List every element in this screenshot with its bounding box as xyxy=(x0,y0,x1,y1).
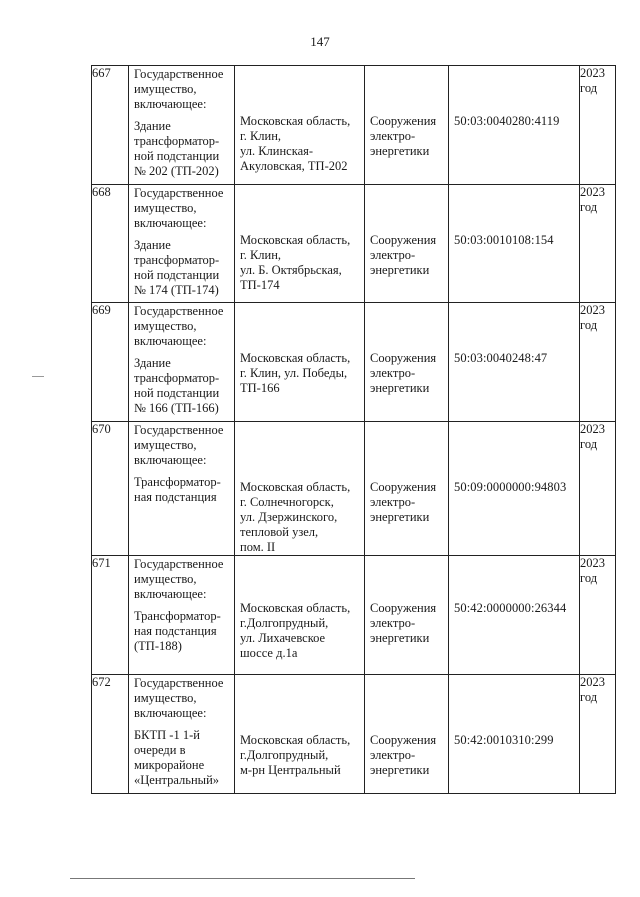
group-heading xyxy=(129,303,234,349)
text-line: Акуловская, ТП-202 xyxy=(240,159,348,173)
text-line: Сооружения xyxy=(370,733,437,747)
text-line: энергетики xyxy=(370,144,430,158)
cadastral-number: 50:03:0040280:4119 xyxy=(454,114,560,128)
text-line: Московская область, xyxy=(240,114,351,128)
address-cell xyxy=(235,66,365,185)
text-line: 2023 xyxy=(580,422,605,436)
cadastral-number: 50:03:0010108:154 xyxy=(454,233,554,247)
text-line: год xyxy=(580,571,598,585)
text-line: 2023 xyxy=(580,556,605,570)
cadastral-number-cell xyxy=(449,422,580,556)
text-line: включающее: xyxy=(134,706,207,720)
table-row xyxy=(92,675,616,794)
text-line: ул. Клинская- xyxy=(240,144,314,158)
object-name-cell xyxy=(129,675,235,794)
table-row xyxy=(92,185,616,303)
object-type-cell xyxy=(365,422,449,556)
object-type-cell xyxy=(365,303,449,422)
group-heading xyxy=(129,66,234,112)
cadastral-number: 50:03:0040248:47 xyxy=(454,351,548,365)
text-line: шоссе д.1а xyxy=(240,646,298,660)
text-line: ной подстанции xyxy=(134,386,220,400)
text-line: Государственное xyxy=(134,557,224,571)
text-line: ТП-166 xyxy=(240,381,280,395)
group-heading xyxy=(129,185,234,231)
text-line: БКТП -1 1-й xyxy=(134,728,200,742)
row-number: 672 xyxy=(92,675,129,794)
text-line: г. Клин, xyxy=(240,248,282,262)
text-line: (ТП-188) xyxy=(134,639,182,653)
text-line: имущество, xyxy=(134,82,197,96)
text-line: г.Долгопрудный, xyxy=(240,748,329,762)
year-cell xyxy=(580,303,616,422)
object-name xyxy=(129,721,234,788)
text-line: микрорайоне xyxy=(134,758,205,772)
text-line: № 202 (ТП-202) xyxy=(134,164,219,178)
object-name-cell xyxy=(129,303,235,422)
object-type-cell xyxy=(365,185,449,303)
text-line: трансформатор- xyxy=(134,134,220,148)
text-line: ул. Лихачевское xyxy=(240,631,326,645)
row-number: 671 xyxy=(92,556,129,675)
text-line: 2023 xyxy=(580,185,605,199)
text-line: Московская область, xyxy=(240,601,351,615)
text-line: Государственное xyxy=(134,67,224,81)
year-cell xyxy=(580,556,616,675)
text-line: ТП-174 xyxy=(240,278,280,292)
year-cell xyxy=(580,66,616,185)
page-number: 147 xyxy=(310,34,330,49)
cadastral-number-cell xyxy=(449,185,580,303)
text-line: «Центральный» xyxy=(134,773,220,787)
group-heading xyxy=(129,556,234,602)
text-line: Государственное xyxy=(134,304,224,318)
text-line: 2023 xyxy=(580,66,605,80)
margin-mark xyxy=(32,376,44,377)
text-line: ной подстанции xyxy=(134,149,220,163)
text-line: трансформатор- xyxy=(134,371,220,385)
text-line: пом. II xyxy=(240,540,276,554)
year-cell xyxy=(580,422,616,556)
text-line: включающее: xyxy=(134,334,207,348)
text-line: г. Клин, xyxy=(240,129,282,143)
text-line: год xyxy=(580,437,598,451)
text-line: Трансформатор- xyxy=(134,609,221,623)
text-line: ная подстанция xyxy=(134,624,217,638)
text-line: м-рн Центральный xyxy=(240,763,341,777)
text-line: ная подстанция xyxy=(134,490,217,504)
group-heading xyxy=(129,422,234,468)
text-line: Государственное xyxy=(134,423,224,437)
cadastral-number-cell xyxy=(449,66,580,185)
text-line: год xyxy=(580,690,598,704)
text-line: имущество, xyxy=(134,201,197,215)
bottom-rule xyxy=(70,878,415,879)
text-line: имущество, xyxy=(134,572,197,586)
object-name xyxy=(129,349,234,416)
text-line: Московская область, xyxy=(240,351,351,365)
text-line: Здание xyxy=(134,238,171,252)
text-line: имущество, xyxy=(134,691,197,705)
text-line: электро- xyxy=(370,366,416,380)
cadastral-number: 50:09:0000000:94803 xyxy=(454,480,567,494)
text-line: трансформатор- xyxy=(134,253,220,267)
text-line: имущество, xyxy=(134,438,197,452)
object-type-cell xyxy=(365,675,449,794)
text-line: энергетики xyxy=(370,631,430,645)
text-line: имущество, xyxy=(134,319,197,333)
cadastral-number: 50:42:0000000:26344 xyxy=(454,601,567,615)
table-row xyxy=(92,303,616,422)
text-line: энергетики xyxy=(370,763,430,777)
text-line: электро- xyxy=(370,129,416,143)
text-line: электро- xyxy=(370,248,416,262)
cadastral-number-cell xyxy=(449,303,580,422)
object-type-cell xyxy=(365,556,449,675)
address-cell xyxy=(235,675,365,794)
text-line: тепловой узел, xyxy=(240,525,319,539)
text-line: Сооружения xyxy=(370,233,437,247)
object-name xyxy=(129,231,234,298)
text-line: г. Клин, ул. Победы, xyxy=(240,366,348,380)
text-line: ул. Дзержинского, xyxy=(240,510,338,524)
text-line: электро- xyxy=(370,495,416,509)
text-line: № 174 (ТП-174) xyxy=(134,283,219,297)
text-line: включающее: xyxy=(134,97,207,111)
object-type-cell xyxy=(365,66,449,185)
text-line: 2023 xyxy=(580,303,605,317)
text-line: Трансформатор- xyxy=(134,475,221,489)
cadastral-number: 50:42:0010310:299 xyxy=(454,733,554,747)
text-line: Сооружения xyxy=(370,114,437,128)
row-number: 669 xyxy=(92,303,129,422)
text-line: Сооружения xyxy=(370,351,437,365)
cadastral-number-cell xyxy=(449,556,580,675)
registry-body xyxy=(92,66,616,794)
text-line: включающее: xyxy=(134,587,207,601)
text-line: Московская область, xyxy=(240,480,351,494)
object-name xyxy=(129,112,234,179)
object-name xyxy=(129,602,234,654)
text-line: Московская область, xyxy=(240,733,351,747)
text-line: энергетики xyxy=(370,263,430,277)
text-line: Государственное xyxy=(134,186,224,200)
object-name-cell xyxy=(129,185,235,303)
text-line: электро- xyxy=(370,616,416,630)
table-row xyxy=(92,556,616,675)
text-line: Московская область, xyxy=(240,233,351,247)
text-line: Сооружения xyxy=(370,480,437,494)
text-line: г. Солнечногорск, xyxy=(240,495,334,509)
row-number: 670 xyxy=(92,422,129,556)
address-cell xyxy=(235,303,365,422)
text-line: Сооружения xyxy=(370,601,437,615)
object-name xyxy=(129,468,234,505)
text-line: включающее: xyxy=(134,216,207,230)
cadastral-number-cell xyxy=(449,675,580,794)
text-line: Здание xyxy=(134,119,171,133)
group-heading xyxy=(129,675,234,721)
text-line: ной подстанции xyxy=(134,268,220,282)
text-line: г.Долгопрудный, xyxy=(240,616,329,630)
text-line: энергетики xyxy=(370,381,430,395)
object-name-cell xyxy=(129,66,235,185)
text-line: Государственное xyxy=(134,676,224,690)
object-name-cell xyxy=(129,422,235,556)
table-row xyxy=(92,66,616,185)
text-line: очереди в xyxy=(134,743,186,757)
text-line: энергетики xyxy=(370,510,430,524)
year-cell xyxy=(580,675,616,794)
text-line: год xyxy=(580,81,598,95)
row-number: 668 xyxy=(92,185,129,303)
address-cell xyxy=(235,422,365,556)
text-line: год xyxy=(580,200,598,214)
text-line: Здание xyxy=(134,356,171,370)
row-number: 667 xyxy=(92,66,129,185)
text-line: включающее: xyxy=(134,453,207,467)
text-line: ул. Б. Октябрьская, xyxy=(240,263,342,277)
table-row xyxy=(92,422,616,556)
address-cell xyxy=(235,556,365,675)
text-line: 2023 xyxy=(580,675,605,689)
property-registry-table xyxy=(91,65,616,794)
text-line: электро- xyxy=(370,748,416,762)
object-name-cell xyxy=(129,556,235,675)
year-cell xyxy=(580,185,616,303)
address-cell xyxy=(235,185,365,303)
text-line: год xyxy=(580,318,598,332)
text-line: № 166 (ТП-166) xyxy=(134,401,219,415)
